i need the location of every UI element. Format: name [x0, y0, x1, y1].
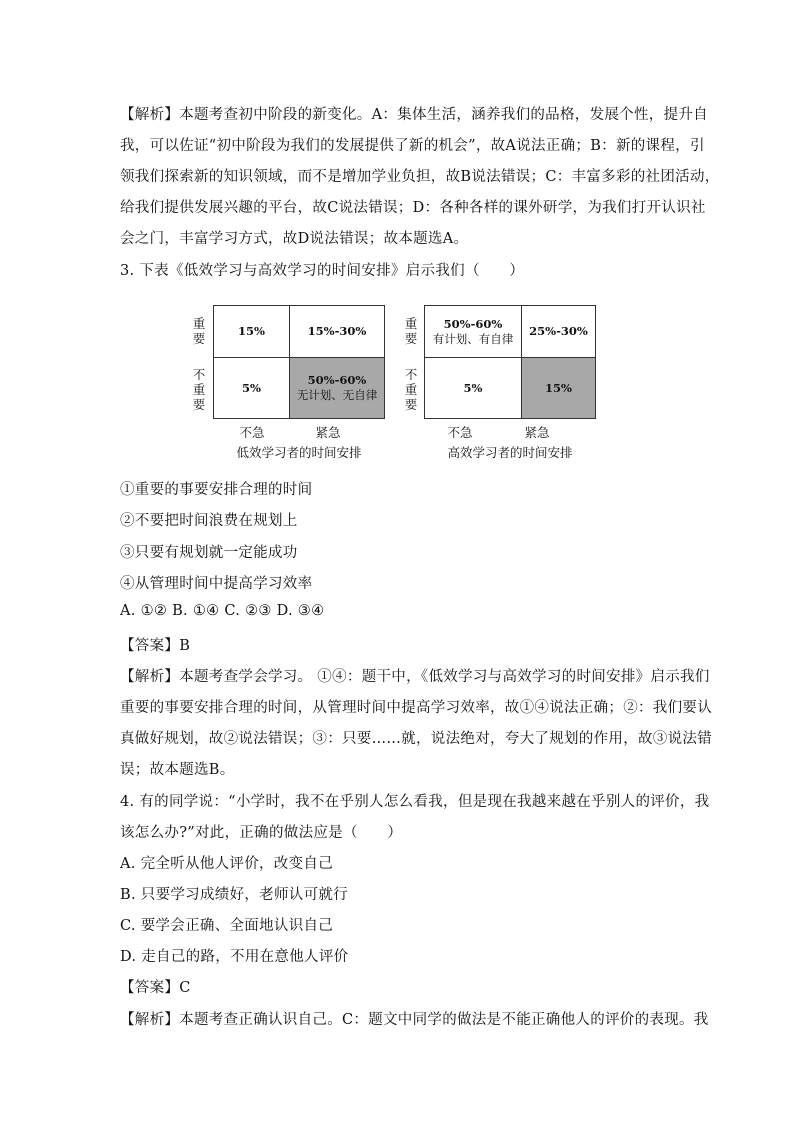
question-3-stem: 3. 下表《低效学习与高效学习的时间安排》启示我们（ ） [120, 263, 525, 279]
row-label-not-important: 不重要 [404, 367, 418, 412]
answer-label: 【答案】B [120, 638, 191, 654]
option-1: ①重要的事要安排合理的时间 [120, 482, 313, 498]
option-2: ②不要把时间浪费在规划上 [120, 513, 298, 529]
text-line: 领我们探索新的知识领域，而不是增加学业负担，故B说法错误；C：丰富多彩的社团活动， [120, 169, 720, 185]
row-label-important: 重要 [192, 316, 206, 346]
row-label-not-important: 不重要 [192, 367, 206, 412]
cell-not-important-not-urgent: 5% [424, 357, 522, 419]
answer-label: 【答案】C [120, 980, 191, 996]
option-4: ④从管理时间中提高学习效率 [120, 576, 313, 592]
table-caption: 低效学习者的时间安排 [236, 445, 362, 460]
col-label-not-urgent: 不急 [447, 425, 473, 440]
option-a: A. 完全听从他人评价，改变自己 [120, 856, 333, 872]
cell-not-important-urgent: 50%-60% 无计划、无自律 [289, 357, 385, 419]
cell-not-important-urgent: 15% [521, 357, 596, 419]
text-line: 我，可以佐证“初中阶段为我们的发展提供了新的机会”，故A说法正确；B：新的课程，引 [120, 138, 705, 154]
question-4-stem: 4. 有的同学说：“小学时，我不在乎别人怎么看我，但是现在我越来越在乎别人的评价，我 [120, 794, 710, 810]
cell-important-not-urgent: 50%-60% 有计划、有自律 [424, 305, 522, 358]
table-caption: 高效学习者的时间安排 [447, 445, 573, 460]
text-line: 【解析】本题考查学会学习。 ①④：题干中，《低效学习与高效学习的时间安排》启示我们 [120, 669, 710, 685]
text-line: 给我们提供发展兴趣的平台，故C说法错误；D：各种各样的课外研学，为我们打开认识社 [120, 200, 706, 216]
option-d: D. 走自己的路，不用在意他人评价 [120, 949, 349, 965]
analysis-line: 【解析】本题考查正确认识自己。C：题文中同学的做法是不能正确他人的评价的表现。我 [120, 1012, 709, 1028]
answer-choices: A. ①② B. ①④ C. ②③ D. ③④ [120, 603, 325, 619]
col-label-not-urgent: 不急 [239, 425, 265, 440]
option-c: C. 要学会正确、全面地认识自己 [120, 918, 334, 934]
text-line: 【解析】本题考查初中阶段的新变化。A：集体生活，涵养我们的品格，发展个性，提升自 [120, 107, 708, 123]
col-label-urgent: 紧急 [315, 425, 341, 440]
cell-important-not-urgent: 15% [213, 305, 290, 358]
option-3: ③只要有规划就一定能成功 [120, 545, 298, 561]
cell-important-urgent: 25%-30% [521, 305, 596, 358]
text-line: 真做好规划，故②说法错误；③：只要……就，说法绝对，夸大了规划的作用，故③说法错 [120, 731, 712, 747]
text-line: 误；故本题选B。 [120, 762, 235, 778]
cell-important-urgent: 15%-30% [289, 305, 385, 358]
col-label-urgent: 紧急 [524, 425, 550, 440]
cell-not-important-not-urgent: 5% [213, 357, 290, 419]
option-b: B. 只要学习成绩好，老师认可就行 [120, 887, 348, 903]
question-4-stem: 该怎么办?”对此，正确的做法应是（ ） [120, 825, 403, 841]
text-line: 重要的事要安排合理的时间，从管理时间中提高学习效率，故①④说法正确；②：我们要认 [120, 700, 712, 716]
text-line: 会之门，丰富学习方式，故D说法错误；故本题选A。 [120, 231, 469, 247]
row-label-important: 重要 [404, 316, 418, 346]
